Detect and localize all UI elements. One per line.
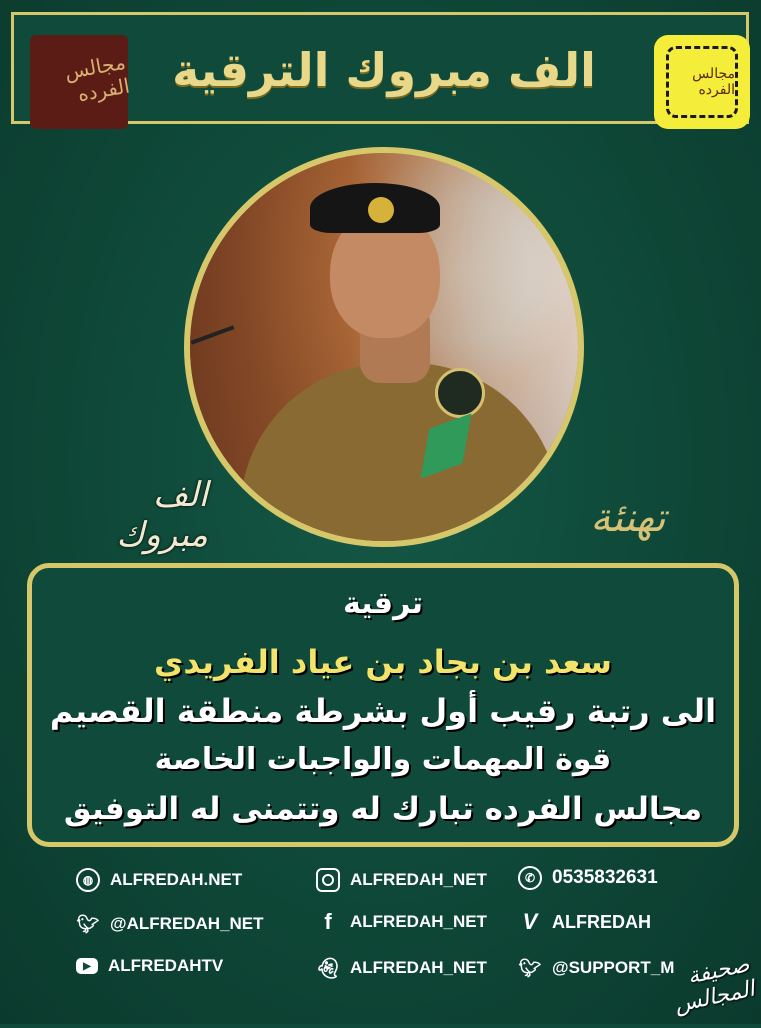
footer-twitter[interactable]: [76, 910, 264, 938]
twitter-support-icon: 🐦︎: [518, 957, 542, 978]
twitter-icon: 🐦︎: [76, 913, 100, 934]
instagram-icon: [316, 868, 340, 892]
calligraphy-congrats: الف مبروك: [116, 475, 208, 555]
facebook-icon: f: [324, 909, 332, 934]
page-title: الف مبروك الترقية: [172, 43, 596, 97]
twitter-label: @ALFREDAH_NET: [110, 914, 264, 933]
footer-instagram[interactable]: [316, 866, 487, 894]
footer-youtube[interactable]: [76, 952, 223, 980]
calligraphy-greeting: تهنئة: [590, 495, 666, 541]
message-line-unit: قوة المهمات والواجبات الخاصة: [154, 742, 612, 777]
youtube-icon: ▶: [76, 958, 98, 974]
facebook-label: ALFREDAH_NET: [350, 912, 487, 931]
portrait-photo: [184, 147, 584, 547]
beret-badge: [368, 197, 394, 223]
message-line-name: سعد بن بجاد بن عياد الفريدي: [154, 643, 612, 681]
vimeo-icon: V: [522, 909, 538, 934]
message-line-rank: الى رتبة رقيب أول بشرطة منطقة القصيم: [49, 692, 717, 730]
footer-whatsapp[interactable]: [518, 864, 658, 892]
snapchat-label: ALFREDAH_NET: [350, 958, 487, 977]
twitter-support-label: @SUPPORT_M: [552, 958, 675, 977]
shoulder-emblem: [435, 368, 485, 418]
footer-snapchat[interactable]: [316, 954, 487, 982]
header-banner: [11, 12, 749, 124]
snapcode-qr[interactable]: [654, 35, 750, 129]
majalis-logo-text: مجالس الفرده: [62, 49, 132, 107]
message-line-wishes: مجالس الفرده تبارك له وتتمنى له التوفيق: [63, 791, 703, 827]
footer-twitter-support[interactable]: [518, 954, 674, 982]
majalis-logo: [30, 35, 132, 129]
snapchat-icon: 👻︎: [315, 957, 341, 980]
message-line-promotion: ترقية: [342, 586, 423, 621]
snapcode-inner: [666, 46, 738, 118]
footer-website[interactable]: [76, 866, 242, 894]
instagram-label: ALFREDAH_NET: [350, 870, 487, 889]
vimeo-label: ALFREDAH: [552, 911, 651, 932]
signature-watermark: صحيفة المجالس: [672, 952, 757, 1018]
whatsapp-label: 0535832631: [552, 867, 658, 888]
website-label: ALFREDAH.NET: [110, 870, 243, 889]
youtube-label: ALFREDAHTV: [108, 956, 224, 975]
snapcode-text: مجالس الفرده: [692, 66, 735, 98]
globe-icon: ◍: [76, 868, 100, 892]
whatsapp-icon: ✆: [518, 866, 542, 890]
footer-facebook[interactable]: [316, 908, 487, 936]
message-box: [27, 563, 739, 847]
footer-vimeo[interactable]: [518, 908, 651, 936]
